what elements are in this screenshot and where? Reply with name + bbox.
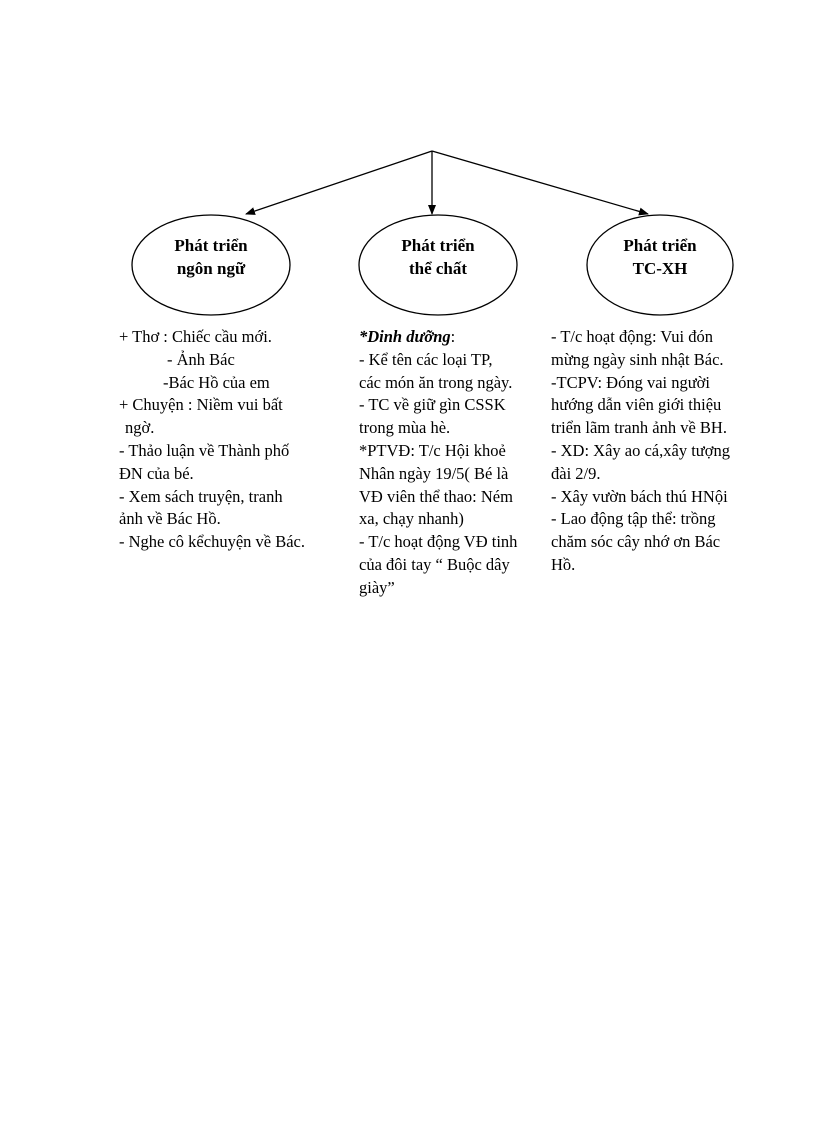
list-item: - Nghe cô kểchuyện về Bác. [119,532,306,552]
list-item: - T/c hoạt động VĐ tinh [359,532,518,552]
list-item: VĐ viên thể thao: Ném [359,486,513,506]
list-item: - Thảo luận về Thành phố [119,440,290,460]
list-item: ngờ. [125,418,155,438]
list-item: trong mùa hè. [359,418,451,438]
list-item: - Xây vườn bách thú HNội [551,486,728,506]
list-item: -Bác Hồ của em [163,372,270,392]
node-ngon-ngu-line1: Phát triển [174,236,248,255]
dinh-duong-heading-colon: : [450,327,456,346]
list-item: ĐN của bé. [119,463,194,483]
list-item: *PTVĐ: T/c Hội khoẻ [359,440,506,460]
list-item: đài 2/9. [551,463,601,483]
node-tc-xh-label [587,234,733,280]
node-tc-xh-line2: TC-XH [632,259,688,278]
node-the-chat-line2: thể chất [408,259,468,278]
list-item: - Kể tên các loại TP, [359,349,493,369]
list-item: + Chuyện : Niềm vui bất [119,395,283,415]
list-item: Hồ. [551,554,576,574]
list-item: triển lãm tranh ảnh về BH. [551,418,727,438]
list-item: của đôi tay “ Buộc dây [359,554,510,574]
list-item: Nhân ngày 19/5( Bé là [359,463,509,483]
list-item: + Thơ : Chiếc cầu mới. [119,327,272,346]
list-item: xa, chạy nhanh) [359,509,464,529]
node-ngon-ngu-line2: ngôn ngữ [176,259,246,278]
node-ngon-ngu-label [132,234,290,280]
list-item: - Xem sách truyện, tranh [119,486,283,506]
list-item: - XD: Xây ao cá,xây tượng [551,440,730,460]
list-item: chăm sóc cây nhớ ơn Bác [551,532,721,552]
node-tc-xh-line1: Phát triển [623,236,697,255]
dinh-duong-heading: *Dinh dưỡng [359,327,451,346]
col-the-chat-text [359,326,549,600]
list-item: - T/c hoạt động: Vui đón [551,327,714,346]
col-the-chat-heading [359,326,549,349]
list-item: các món ăn trong ngày. [359,372,513,392]
col-tc-xh-text [551,326,763,577]
list-item: - Ảnh Bác [167,349,235,369]
list-item: ảnh về Bác Hồ. [119,509,221,529]
list-item: mừng ngày sinh nhật Bác. [551,349,724,369]
list-item: hướng dẫn viên giới thiệu [551,395,722,415]
node-the-chat-label [359,234,517,280]
arrow-to-tc-xh [432,151,648,214]
node-the-chat-line1: Phát triển [401,236,475,255]
col-ngon-ngu-text [119,326,347,554]
list-item: -TCPV: Đóng vai người [551,372,710,392]
list-item: giày” [359,577,395,597]
list-item: - TC về giữ gìn CSSK [359,395,506,415]
list-item: - Lao động tập thể: trồng [551,509,716,529]
arrow-to-ngon-ngu [246,151,432,214]
